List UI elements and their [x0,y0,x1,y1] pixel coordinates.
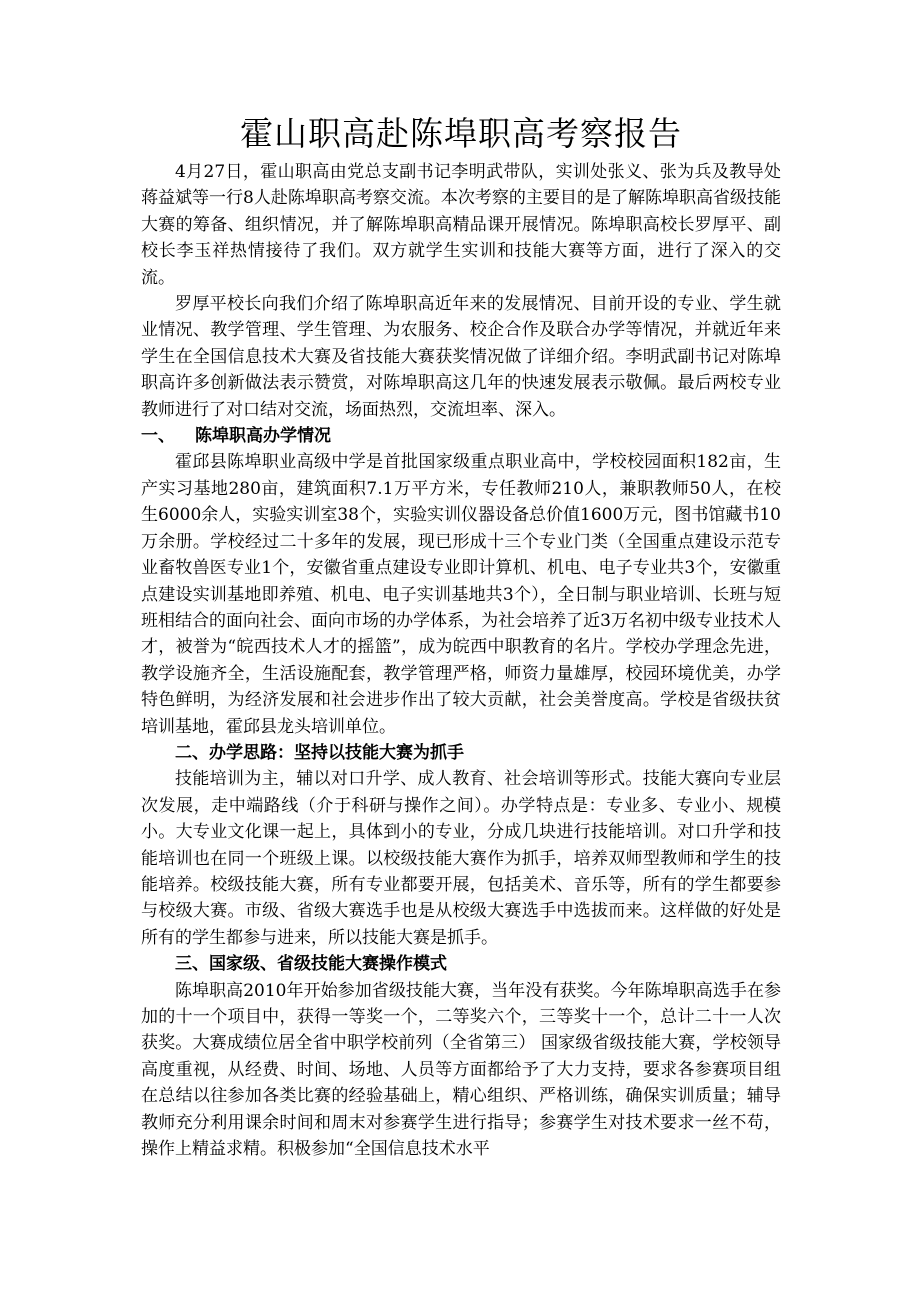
section-3-heading: 三、国家级、省级技能大赛操作模式 [175,954,447,975]
intro-paragraph-1: 4月27日，霍山职高由党总支副书记李明武带队，实训处张义、张为兵及教导处蒋益斌等一行8人赴陈埠职高考察交流。本次考察的主要目的是了解陈埠职高省级技能大赛的筹备、组织情况，并了解陈埠职高精品课开展情况。陈埠职高校长罗厚平、副校长李玉祥热情接待了我们。双方就学生实训和技能大赛等方面，进行了深入的交流。 [141,162,781,288]
section-2-paragraph: 技能培训为主，辅以对口升学、成人教育、社会培训等形式。技能大赛向专业层次发展，走中端路线（介于科研与操作之间）。办学特点是：专业多、专业小、规模小。大专业文化课一起上，具体到小的专业，分成几块进行技能培训。对口升学和技能培训也在同一个班级上课。以校级技能大赛作为抓手，培养双师型教师和学生的技能培养。校级技能大赛，所有专业都要开展，包括美术、音乐等，所有的学生都要参与校级大赛。市级、省级大赛选手也是从校级大赛选手中选拔而来。这样做的好处是所有的学生都参与进来，所以技能大赛是抓手。 [141,769,781,948]
document-body [141,112,781,1162]
intro-paragraph-2: 罗厚平校长向我们介绍了陈埠职高近年来的发展情况、目前开设的专业、学生就业情况、教学管理、学生管理、为农服务、校企合作及联合办学等情况，并就近年来学生在全国信息技术大赛及省技能大赛获奖情况做了详细介绍。李明武副书记对陈埠职高许多创新做法表示赞赏，对陈埠职高这几年的快速发展表示敬佩。最后两校专业教师进行了对口结对交流，场面热烈，交流坦率、深入。 [141,294,781,420]
section-1-heading [141,423,781,449]
section-1-paragraph: 霍邱县陈埠职业高级中学是首批国家级重点职业高中，学校校园面积182亩，生产实习基地280亩，建筑面积7.1万平方米，专任教师210人，兼职教师50人，在校生6000余人，实验实训室38个，实验实训仪器设备总价值1600万元，图书馆藏书10万余册。学校经过二十多年的发展，现已形成十三个专业门类（全国重点建设示范专业畜牧兽医专业1个，安徽省重点建设专业即计算机、机电、电子专业共3个，安徽重点建设实训基地即养殖、机电、电子实训基地共3个），全日制与职业培训、长班与短班相结合的面向社会、面向市场的办学体系，为社会培养了近3万名初中级专业技术人才，被誉为“皖西技术人才的摇篮”，成为皖西中职教育的名片。学校办学理念先进，教学设施齐全，生活设施配套，教学管理严格，师资力量雄厚，校园环境优美，办学特色鲜明，为经济发展和社会进步作出了较大贡献，社会美誉度高。学校是省级扶贫培训基地，霍邱县龙头培训单位。 [141,452,781,737]
section-1-number: 一、 [141,426,175,447]
section-2-heading: 二、办学思路：坚持以技能大赛为抓手 [175,742,464,763]
document-title: 霍山职高赴陈埠职高考察报告 [240,114,682,153]
section-3-paragraph: 陈埠职高2010年开始参加省级技能大赛，当年没有获奖。今年陈埠职高选手在参加的十一个项目中，获得一等奖一个，二等奖六个，三等奖十一个，总计二十一人次获奖。大赛成绩位居全省中职学校前列（全省第三） 国家级省级技能大赛，学校领导高度重视，从经费、时间、场地、人员等方面都给予了大力支持，要求各参赛项目组在总结以往参加各类比赛的经验基础上，精心组织、严格训练，确保实训质量；辅导教师充分利用课余时间和周末对参赛学生进行指导；参赛学生对技术要求一丝不苟，操作上精益求精。积极参加“全国信息技术水平 [141,980,781,1160]
section-1-title: 陈埠职高办学情况 [195,426,331,447]
